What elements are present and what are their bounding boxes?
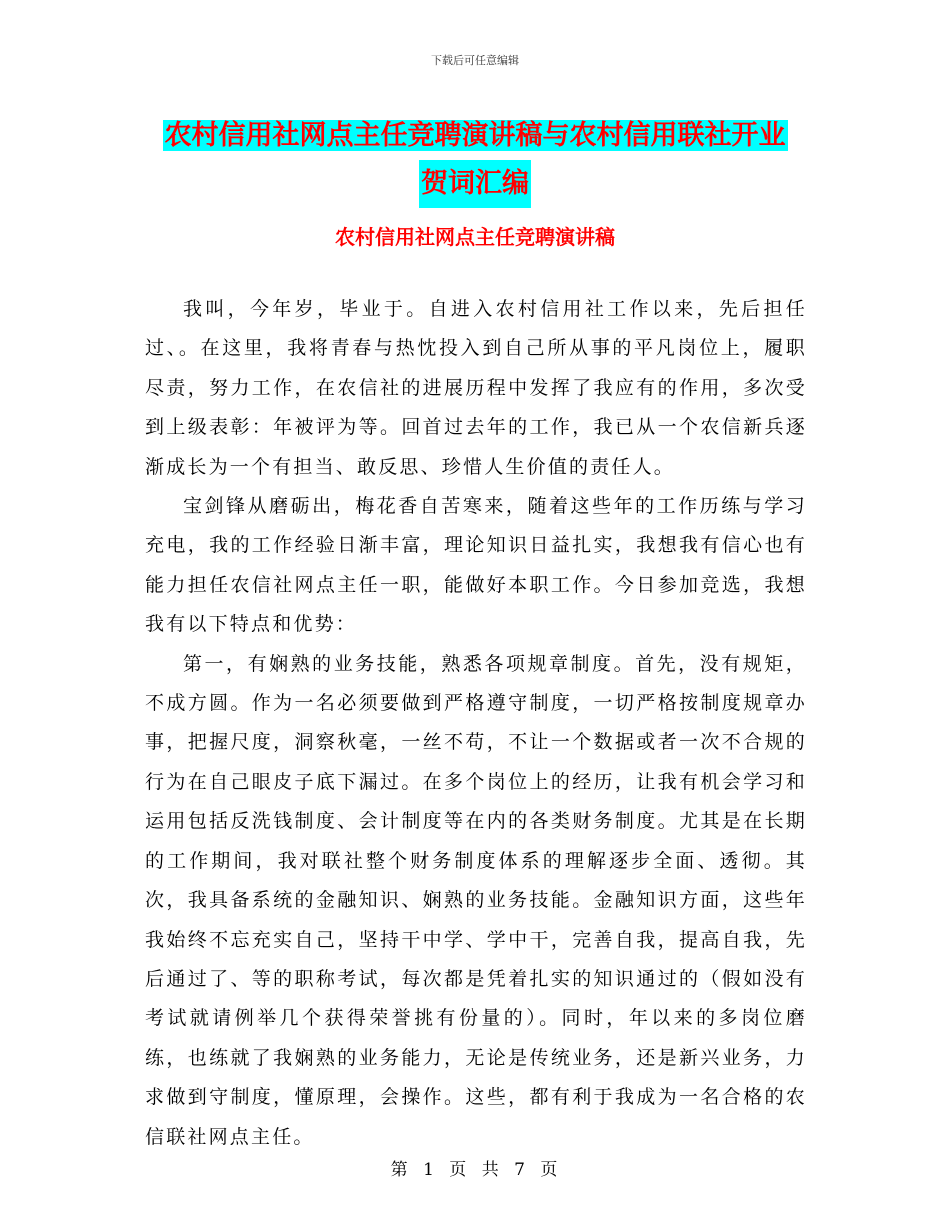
document-title (0, 112, 950, 208)
section-title: 农村信用社网点主任竞聘演讲稿 (335, 225, 615, 249)
page-header-note: 下载后可任意编辑 (431, 54, 519, 67)
paragraph: 我叫，今年岁，毕业于。自进入农村信用社工作以来，先后担任过、。在这里，我将青春与热忱投入到自己所从事的平凡岗位上，履职尽责，努力工作，在农信社的进展历程中发挥了我应有的作用，多次受到上级表彰：年被评为等。回首过去年的工作，我已从一个农信新兵逐渐成长为一个有担当、敢反思、珍惜人生价值的责任人。 (145, 298, 807, 478)
document-title-line1: 农村信用社网点主任竞聘演讲稿与农村信用联社开业 (164, 120, 786, 151)
page-footer: 第 1 页 共 7 页 (390, 1160, 560, 1180)
document-title-line2: 贺词汇编 (419, 160, 531, 208)
paragraph: 宝剑锋从磨砺出，梅花香自苦寒来，随着这些年的工作历练与学习充电，我的工作经验日渐丰富，理论知识日益扎实，我想我有信心也有能力担任农信社网点主任一职，能做好本职工作。今日参加竞选，我想我有以下特点和优势： (145, 495, 807, 636)
body-text (145, 290, 807, 1157)
paragraph: 第一，有娴熟的业务技能，熟悉各项规章制度。首先，没有规矩，不成方圆。作为一名必须要做到严格遵守制度，一切严格按制度规章办事，把握尺度，洞察秋毫，一丝不苟，不让一个数据或者一次不合规的行为在自己眼皮子底下漏过。在多个岗位上的经历，让我有机会学习和运用包括反洗钱制度、会计制度等在内的各类财务制度。尤其是在长期的工作期间，我对联社整个财务制度体系的理解逐步全面、透彻。其次，我具备系统的金融知识、娴熟的业务技能。金融知识方面，这些年我始终不忘充实自己，坚持干中学、学中干，完善自我，提高自我，先后通过了、等的职称考试，每次都是凭着扎实的知识通过的（假如没有考试就请例举几个获得荣誉挑有份量的）。同时，年以来的多岗位磨练，也练就了我娴熟的业务能力，无论是传统业务，还是新兴业务，力求做到守制度，懂原理，会操作。这些，都有利于我成为一名合格的农信联社网点主任。 (145, 652, 807, 1148)
